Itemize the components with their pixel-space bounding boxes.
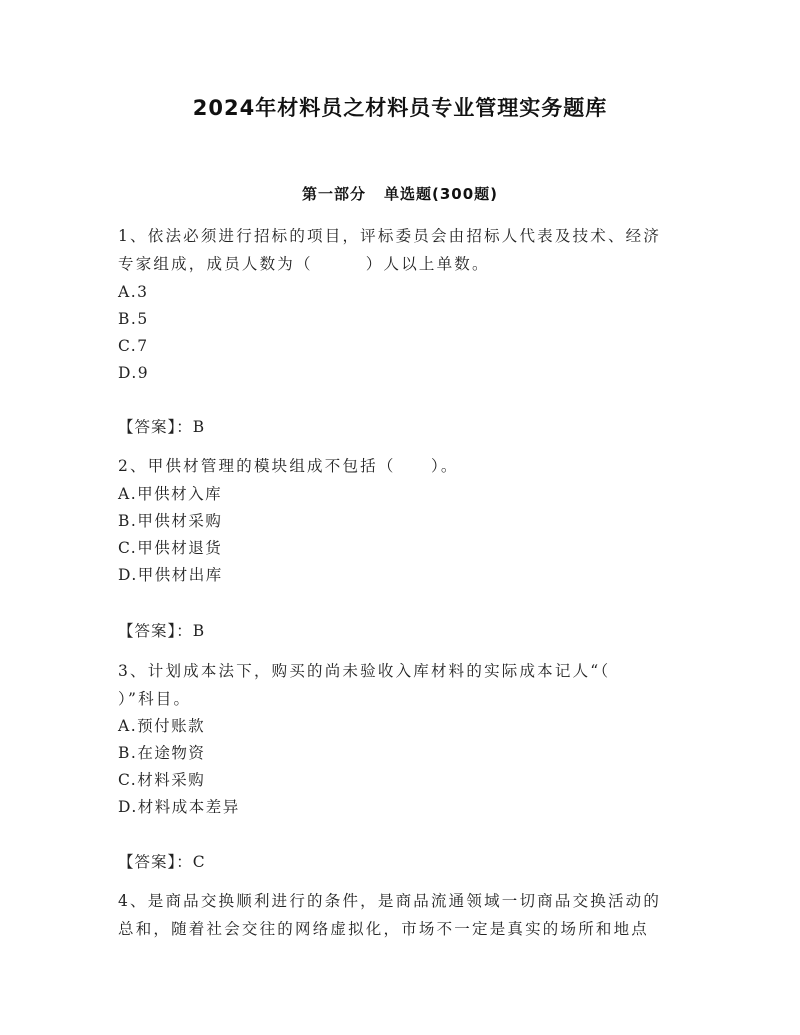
question-2-option-c: C.甲供材退货 <box>118 539 223 557</box>
question-2-option-d: D.甲供材出库 <box>118 566 223 584</box>
question-3-option-b: B.在途物资 <box>118 744 206 762</box>
question-1-answer: 【答案】：B <box>118 418 206 436</box>
question-1-option-b: B.5 <box>118 310 149 328</box>
question-3-option-a: A.预付账款 <box>118 717 206 735</box>
question-2-option-a: A.甲供材入库 <box>118 485 223 503</box>
question-1-option-a: A.3 <box>118 283 149 301</box>
question-3-line-1: 3、计划成本法下，购买的尚未验收入库材料的实际成本记人“（ <box>118 662 611 680</box>
question-3-line-2: ）”科目。 <box>118 690 192 708</box>
section-name: 单选题(300题) <box>383 185 499 203</box>
section-heading <box>0 183 800 204</box>
question-1-line-2: 专家组成，成员人数为（ ）人以上单数。 <box>118 255 490 273</box>
question-1-option-d: D.9 <box>118 364 150 382</box>
question-2-option-b: B.甲供材采购 <box>118 512 223 530</box>
document-title: 2024年材料员之材料员专业管理实务题库 <box>192 96 608 120</box>
question-3-option-d: D.材料成本差异 <box>118 798 240 816</box>
question-2-answer: 【答案】：B <box>118 622 206 640</box>
question-4-line-1: 4、是商品交换顺利进行的条件，是商品流通领域一切商品交换活动的 <box>118 892 662 910</box>
question-4-line-2: 总和，随着社会交往的网络虚拟化，市场不一定是真实的场所和地点 <box>118 920 650 938</box>
question-1-line-1: 1、依法必须进行招标的项目，评标委员会由招标人代表及技术、经济 <box>118 227 662 245</box>
question-1-option-c: C.7 <box>118 337 149 355</box>
section-part: 第一部分 <box>301 185 366 203</box>
question-2-line-1: 2、甲供材管理的模块组成不包括（ ）。 <box>118 457 459 475</box>
question-3-option-c: C.材料采购 <box>118 771 206 789</box>
question-3-answer: 【答案】：C <box>118 853 206 871</box>
